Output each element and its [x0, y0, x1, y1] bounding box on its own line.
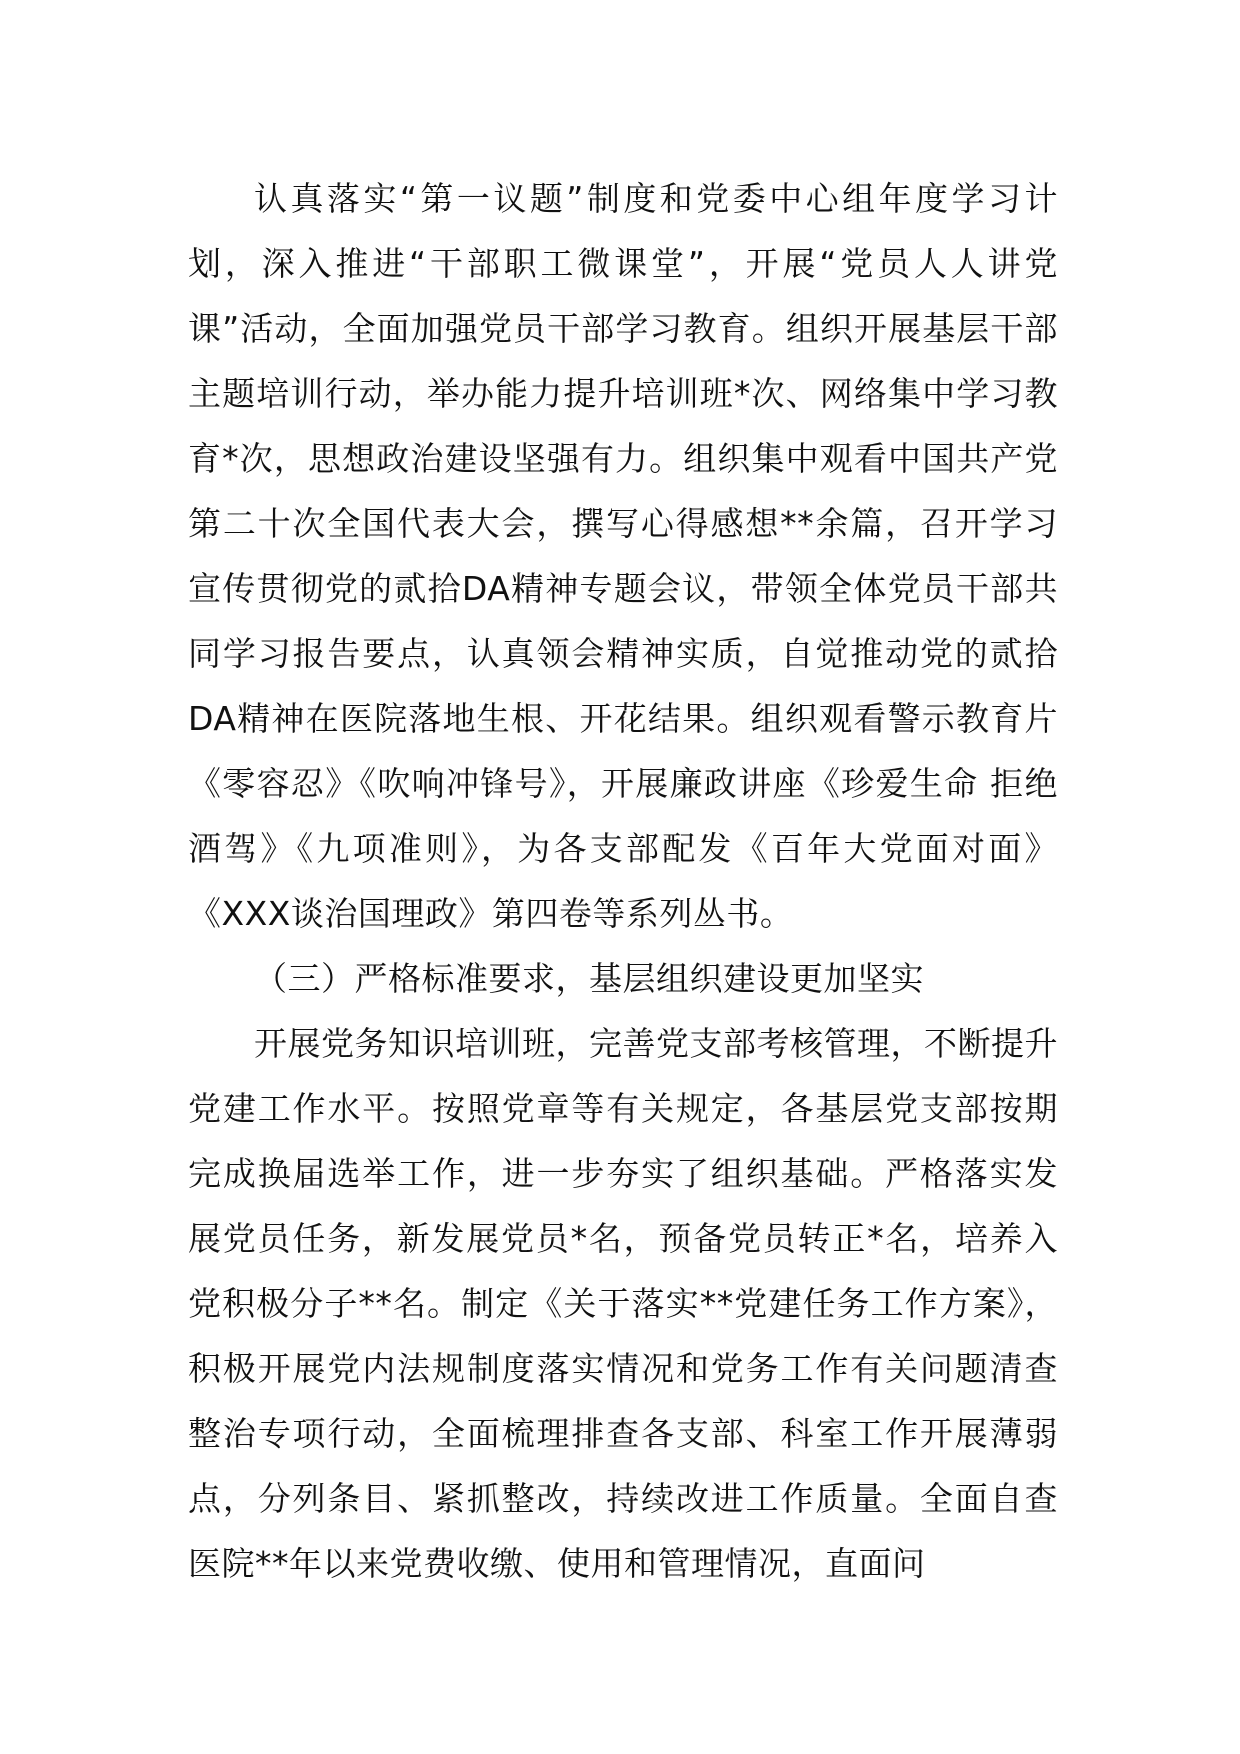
paragraph-organization-building: 开展党务知识培训班，完善党支部考核管理，不断提升党建工作水平。按照党章等有关规定，各基层党支部按期完成换届选举工作，进一步夯实了组织基础。严格落实发展党员任务，新发展党员*名，预备党员转正*名，培养入党积极分子**名。制定《关于落实**党建任务工作方案》，积极开展党内法规制度落实情况和党务工作有关问题清查整治专项行动，全面梳理排查各支部、科室工作开展薄弱点，分列条目、紧抓整改，持续改进工作质量。全面自查医院**年以来党费收缴、使用和管理情况，直面问 — [188, 1024, 1058, 1583]
document-body — [188, 166, 1058, 1596]
section-heading-3: （三）严格标准要求，基层组织建设更加坚实 — [254, 959, 924, 998]
paragraph-study-education: 认真落实“第一议题”制度和党委中心组年度学习计划，深入推进“干部职工微课堂”，开展“党员人人讲党课”活动，全面加强党员干部学习教育。组织开展基层干部主题培训行动，举办能力提升培训班*次、网络集中学习教育*次，思想政治建设坚强有力。组织集中观看中国共产党第二十次全国代表大会，撰写心得感想**余篇，召开学习宣传贯彻党的贰拾DA精神专题会议，带领全体党员干部共同学习报告要点，认真领会精神实质，自觉推动党的贰拾DA精神在医院落地生根、开花结果。组织观看警示教育片《零容忍》《吹响冲锋号》，开展廉政讲座《珍爱生命 拒绝酒驾》《九项准则》，为各支部配发《百年大党面对面》《XXX谈治国理政》第四卷等系列丛书。 — [188, 179, 1058, 933]
